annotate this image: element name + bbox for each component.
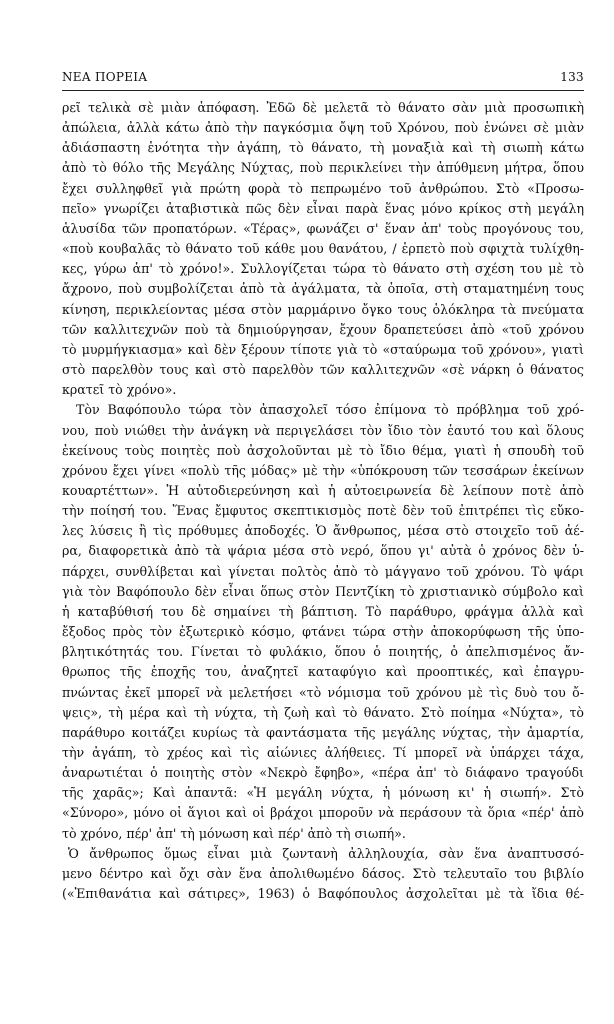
text-line: τὴν ἀγάπη, τὸ χρέος καὶ τὶς αἰώνιες ἀλήθειες. Τί μπορεῖ νὰ ὑπάρχει τάχα,: [62, 745, 584, 760]
text-line: μενο δέντρο καὶ ὄχι σὰν ἕνα ἀπολιθωμένο δάσος. Στὸ τελευταῖο του βιβλίο: [62, 865, 584, 881]
text-line: ἡ καταβύθισή του δὲ σημαίνει τὴ βάπτιση. Τὸ παράθυρο, φράγμα ἀλλὰ καὶ: [62, 603, 584, 619]
text-line: ρεῖ τελικὰ σὲ μιὰν ἀπόφαση. Ἐδῶ δὲ μελετᾶ τὸ θάνατο σὰν μιὰ προσωπικὴ: [62, 100, 584, 115]
text-line: παράθυρο κοιτάζει κυρίως τὰ φαντάσματα τῆς μεγάλης νύχτας, τὴν ἁμαρτία,: [62, 724, 584, 740]
text-line: γιὰ τὸν Βαφόπουλο δὲν εἶναι ὅπως στὸν Πεντζίκη τὸ χριστιανικὸ σύμβολο καὶ: [62, 583, 584, 599]
text-line: ἔχει συλληφθεῖ γιὰ πρώτη φορὰ τὸ πεπρωμένο τοῦ ἀνθρώπου. Στὸ «Προσω-: [62, 180, 584, 196]
text-line: τῆς χαρᾶς»; Καὶ ἀπαντᾶ: «Ἡ μεγάλη νύχτα, ἡ μόνωση κι' ἡ σιωπή». Στὸ: [62, 785, 584, 801]
text-line: χρόνου ἔχει γίνει «πολὺ τῆς μόδας» μὲ τὴν «ὑπόκρουση τῶν τεσσάρων ἐκείνων: [62, 462, 584, 478]
text-line: Ὁ ἄνθρωπος ὅμως εἶναι μιὰ ζωντανὴ ἀλληλουχία, σὰν ἕνα ἀναπτυσσό-: [68, 845, 584, 861]
journal-title: ΝΕΑ ΠΟΡΕΙΑ: [62, 70, 148, 84]
text-line: τὸ μυρμήγκιασμα» καὶ δὲν ξέρουν τίποτε γιὰ τὸ «σταύρωμα τοῦ χρόνου», γιατὶ: [62, 341, 584, 357]
text-line: κουαρτέττων». Ἡ αὐτοδιερεύνηση καὶ ἡ αὐτοειρωνεία δὲ λείπουν ποτὲ ἀπὸ: [62, 482, 584, 498]
text-line: «Σύνορο», μόνο οἱ ἅγιοι καὶ οἱ βράχοι μποροῦν νὰ περάσουν τὰ ὅρια «πέρ' ἀπὸ: [62, 805, 584, 821]
paragraph-1: [62, 98, 584, 400]
text-line: πνώντας ἐκεῖ μπορεῖ νὰ μελετήσει «τὸ νόμισμα τοῦ χρόνου μὲ τὶς δυὸ του ὄ-: [62, 684, 584, 700]
text-line: τῶν καλλιτεχνῶν ποὺ τὰ δημιούργησαν, ἔχουν δραπετεύσει ἀπὸ «τοῦ χρόνου: [62, 321, 584, 337]
text-line: («Ἐπιθανάτια καὶ σάτιρες», 1963) ὁ Βαφόπουλος ἀσχολεῖται μὲ τὰ ἴδια θέ-: [62, 886, 584, 902]
text-line: ἔξοδος πρὸς τὸν ἐξωτερικὸ κόσμο, φτάνει τώρα στὴν ἀποκορύφωση τῆς ὑπο-: [62, 624, 584, 640]
header-rule: [62, 90, 584, 91]
text-line: κρατεῖ τὸ χρόνο».: [62, 382, 177, 398]
paragraph-2: [62, 400, 584, 843]
text-line: Τὸν Βαφόπουλο τώρα τὸν ἀπασχολεῖ τόσο ἐπίμονα τὸ πρόβλημα τοῦ χρό-: [76, 402, 584, 418]
text-line: στὸ παρελθὸν τους καὶ στὸ παρελθὸν τῶν καλλιτεχνῶν «σὲ νάρκη ὁ θάνατος: [62, 362, 584, 378]
text-line: νου, ποὺ νιώθει τὴν ἀνάγκη νὰ περιγελάσει τὸν ἴδιο τὸν ἑαυτό του καὶ ὅλους: [62, 422, 584, 438]
text-line: λες λύσεις ἢ τὶς πρόθυμες ἀποδοχές. Ὁ ἄνθρωπος, μέσα στὸ στοιχεῖο τοῦ ἀέ-: [62, 523, 584, 539]
text-line: θρωπος τῆς ἐποχῆς του, ἀναζητεῖ καταφύγιο καὶ προοπτικές, καὶ ἐπαγρυ-: [62, 664, 584, 680]
text-line: κες, γύρω ἀπ' τὸ χρόνο!». Συλλογίζεται τώρα τὸ θάνατο στὴ σχέση του μὲ τὸ: [62, 261, 584, 277]
paragraph-3: [62, 844, 584, 904]
text-line: κίνηση, περικλείοντας μέσα στὸν μαρμάρινο ὄγκο τους ὁλόκληρα τὰ πνεύματα: [62, 301, 584, 317]
text-line: ψεις», τὴ μέρα καὶ τὴ νύχτα, τὴ ζωὴ καὶ τὸ θάνατο. Στὸ ποίημα «Νύχτα», τὸ: [62, 704, 584, 720]
text-line: ἀδιάσπαστη ἑνότητα τὴν ἀγάπη, τὸ θάνατο, τὴ μοναξιὰ καὶ τὴ σιωπὴ κάτω: [62, 140, 584, 156]
text-line: τὴν ποίησή του. Ἕνας ἔμφυτος σκεπτικισμὸς ποτὲ δὲν τοῦ ἐπιτρέπει τὶς εὔκο-: [62, 503, 584, 519]
text-line: ἐκείνους τοὺς ποιητὲς ποὺ ἀσχολοῦνται μὲ τὸ ἴδιο θέμα, γιατὶ ἡ σπουδὴ τοῦ: [62, 442, 584, 458]
running-header: [62, 70, 584, 84]
text-line: πάρχει, συνθλίβεται καὶ γίνεται πολτὸς ἀπὸ τὸ μάγγανο τοῦ χρόνου. Τὸ ψάρι: [62, 563, 584, 579]
text-line: ἀναρωτιέται ὁ ποιητὴς στὸν «Νεκρὸ ἔφηβο», «πέρα ἀπ' τὸ διάφανο τραγούδι: [62, 765, 584, 781]
text-line: ἄχρονο, ποὺ συμβολίζεται ἀπὸ τὰ ἀγάλματα, τὰ ὁποῖα, στὴ σταματημένη τους: [62, 281, 584, 297]
text-line: «ποὺ κουβαλᾶς τὸ θάνατο τοῦ κάθε μου θανάτου, / ἑρπετὸ ποὺ σφιχτὰ τυλίχθη-: [62, 241, 584, 257]
text-line: βλητικότητάς του. Γίνεται τὸ φυλάκιο, ὅπου ὁ ποιητής, ὁ ἀπελπισμένος ἄν-: [62, 644, 584, 660]
page-number: 133: [560, 70, 584, 84]
body-text: [62, 98, 584, 904]
text-line: πεῖο» γνωρίζει ἀταβιστικὰ πῶς δὲν εἶναι παρὰ ἕνας μόνο κρίκος στὴ μεγάλη: [62, 200, 584, 216]
text-line: ἀπὸ τὸ θόλο τῆς Μεγάλης Νύχτας, ποὺ περικλείνει τὴν ἀπύθμενη μήτρα, ὅπου: [62, 160, 584, 176]
text-line: ἀπώλεια, ἀλλὰ κάτω ἀπὸ τὴν παγκόσμια ὄψη τοῦ Χρόνου, ποὺ ἑνώνει σὲ μιὰν: [62, 120, 584, 136]
text-line: ρα, διαφορετικὰ ἀπὸ τὰ ψάρια μέσα στὸ νερό, ὅπου γι' αὐτὰ ὁ χρόνος δὲν ὑ-: [62, 543, 584, 559]
text-line: ἁλυσίδα τῶν προπατόρων. «Τέρας», φωνάζει σ' ἕναν ἀπ' τοὺς προγόνους του,: [62, 220, 584, 236]
text-line: τὸ χρόνο, πέρ' ἀπ' τὴ μόνωση καὶ πέρ' ἀπὸ τὴ σιωπή».: [62, 825, 406, 841]
